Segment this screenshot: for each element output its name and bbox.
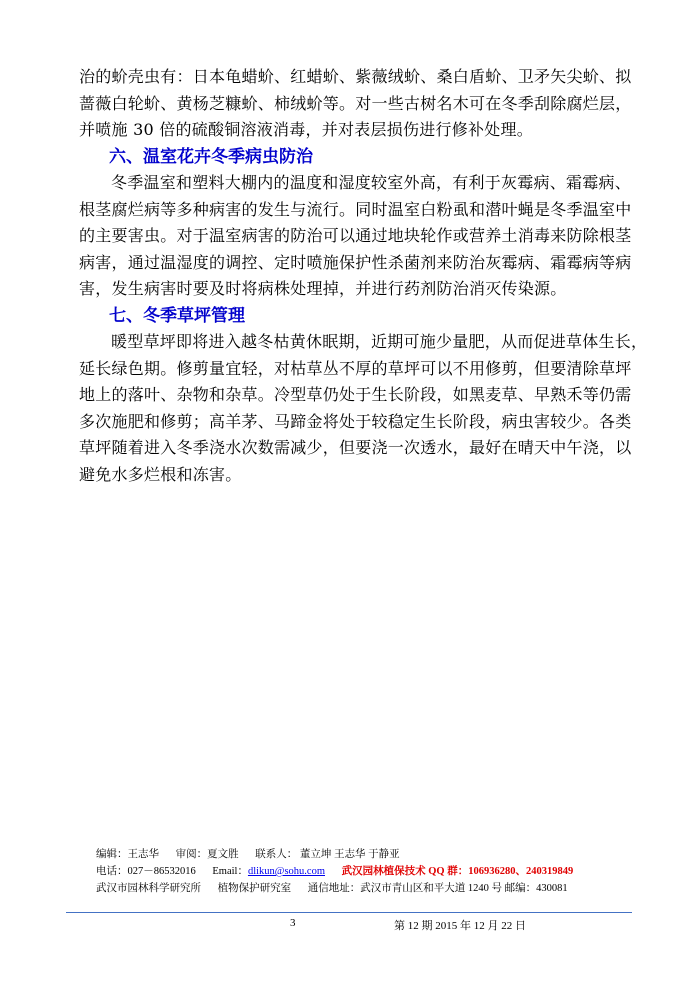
text-line: 蔷薇白轮蚧、黄杨芝糠蚧、柿绒蚧等。对一些古树名木可在冬季刮除腐烂层， <box>79 93 632 113</box>
department-text: 植物保护研究室 <box>217 883 292 894</box>
text-line: 害，发生病害时要及时将病株处理掉，并进行药剂防治消灭传染源。 <box>79 279 567 298</box>
editor-text: 编辑：王志华 <box>96 849 159 860</box>
page-number: 3 <box>290 917 296 929</box>
text-line: 草坪随着进入冬季浇水次数需减少，但要浇一次透水，最好在晴天中午浇，以 <box>79 438 632 457</box>
text-line: 治的蚧壳虫有：日本龟蜡蚧、红蜡蚧、紫薇绒蚧、桑白盾蚧、卫矛矢尖蚧、拟 <box>79 67 632 86</box>
text-line: 暖型草坪即将进入越冬枯黄休眠期，近期可施少量肥，从而促进草体生长， <box>111 332 648 351</box>
text-line: 多次施肥和修剪；高羊茅、马蹄金将处于较稳定生长阶段，病虫害较少。各类 <box>79 411 632 431</box>
text-line: 并喷施 30 倍的硫酸铜溶液消毒，并对表层损伤进行修补处理。 <box>79 120 534 139</box>
reviewer-text: 审阅：夏文胜 <box>175 849 239 860</box>
institute-text: 武汉市园林科学研究所 <box>96 883 201 894</box>
text-line: 延长绿色期。修剪量宜轻，对枯草丛不厚的草坪可以不用修剪，但要清除草坪 <box>79 358 632 378</box>
article-body <box>79 64 648 488</box>
text-line: 冬季温室和塑料大棚内的温度和湿度较室外高，有利于灰霉病、霜霉病、 <box>111 173 632 192</box>
footer-divider <box>66 912 632 913</box>
paragraph-scale-insects <box>79 64 632 144</box>
text-line: 地上的落叶、杂物和杂草。冷型草仍处于生长阶段，如黑麦草、早熟禾等仍需 <box>79 385 632 404</box>
paragraph-greenhouse <box>79 170 632 303</box>
email-link[interactable]: dlikun@sohu.com <box>247 866 325 877</box>
address-text: 通信地址：武汉市青山区和平大道 1240 号 邮编：430081 <box>307 883 568 894</box>
qq-group-text: 武汉园林植保技术 QQ 群：106936280、240319849 <box>341 866 574 877</box>
footer-row-staff <box>96 846 636 863</box>
footer-row-contact <box>96 863 636 880</box>
section-heading-greenhouse: 六、温室花卉冬季病虫防治 <box>109 146 313 167</box>
paragraph-lawn <box>79 329 648 488</box>
phone-text: 电话：027－86532016 <box>96 866 196 877</box>
text-line: 的主要害虫。对于温室病害的防治可以通过地块轮作或营养土消毒来防除根茎 <box>79 226 632 245</box>
text-line: 根茎腐烂病等多种病害的发生与流行。同时温室白粉虱和潜叶蝇是冬季温室中 <box>79 199 632 219</box>
email-label: Email： <box>212 866 248 877</box>
issue-info: 第 12 期 2015 年 12 月 22 日 <box>394 920 526 932</box>
section-heading-lawn: 七、冬季草坪管理 <box>109 305 245 326</box>
text-line: 避免水多烂根和冻害。 <box>79 464 242 484</box>
contacts-text: 联系人： 董立坤 王志华 于静亚 <box>255 849 400 860</box>
footer-row-address <box>96 880 636 897</box>
text-line: 病害，通过温湿度的调控、定时喷施保护性杀菌剂来防治灰霉病、霜霉病等病 <box>79 252 632 272</box>
contact-footer <box>96 846 636 897</box>
